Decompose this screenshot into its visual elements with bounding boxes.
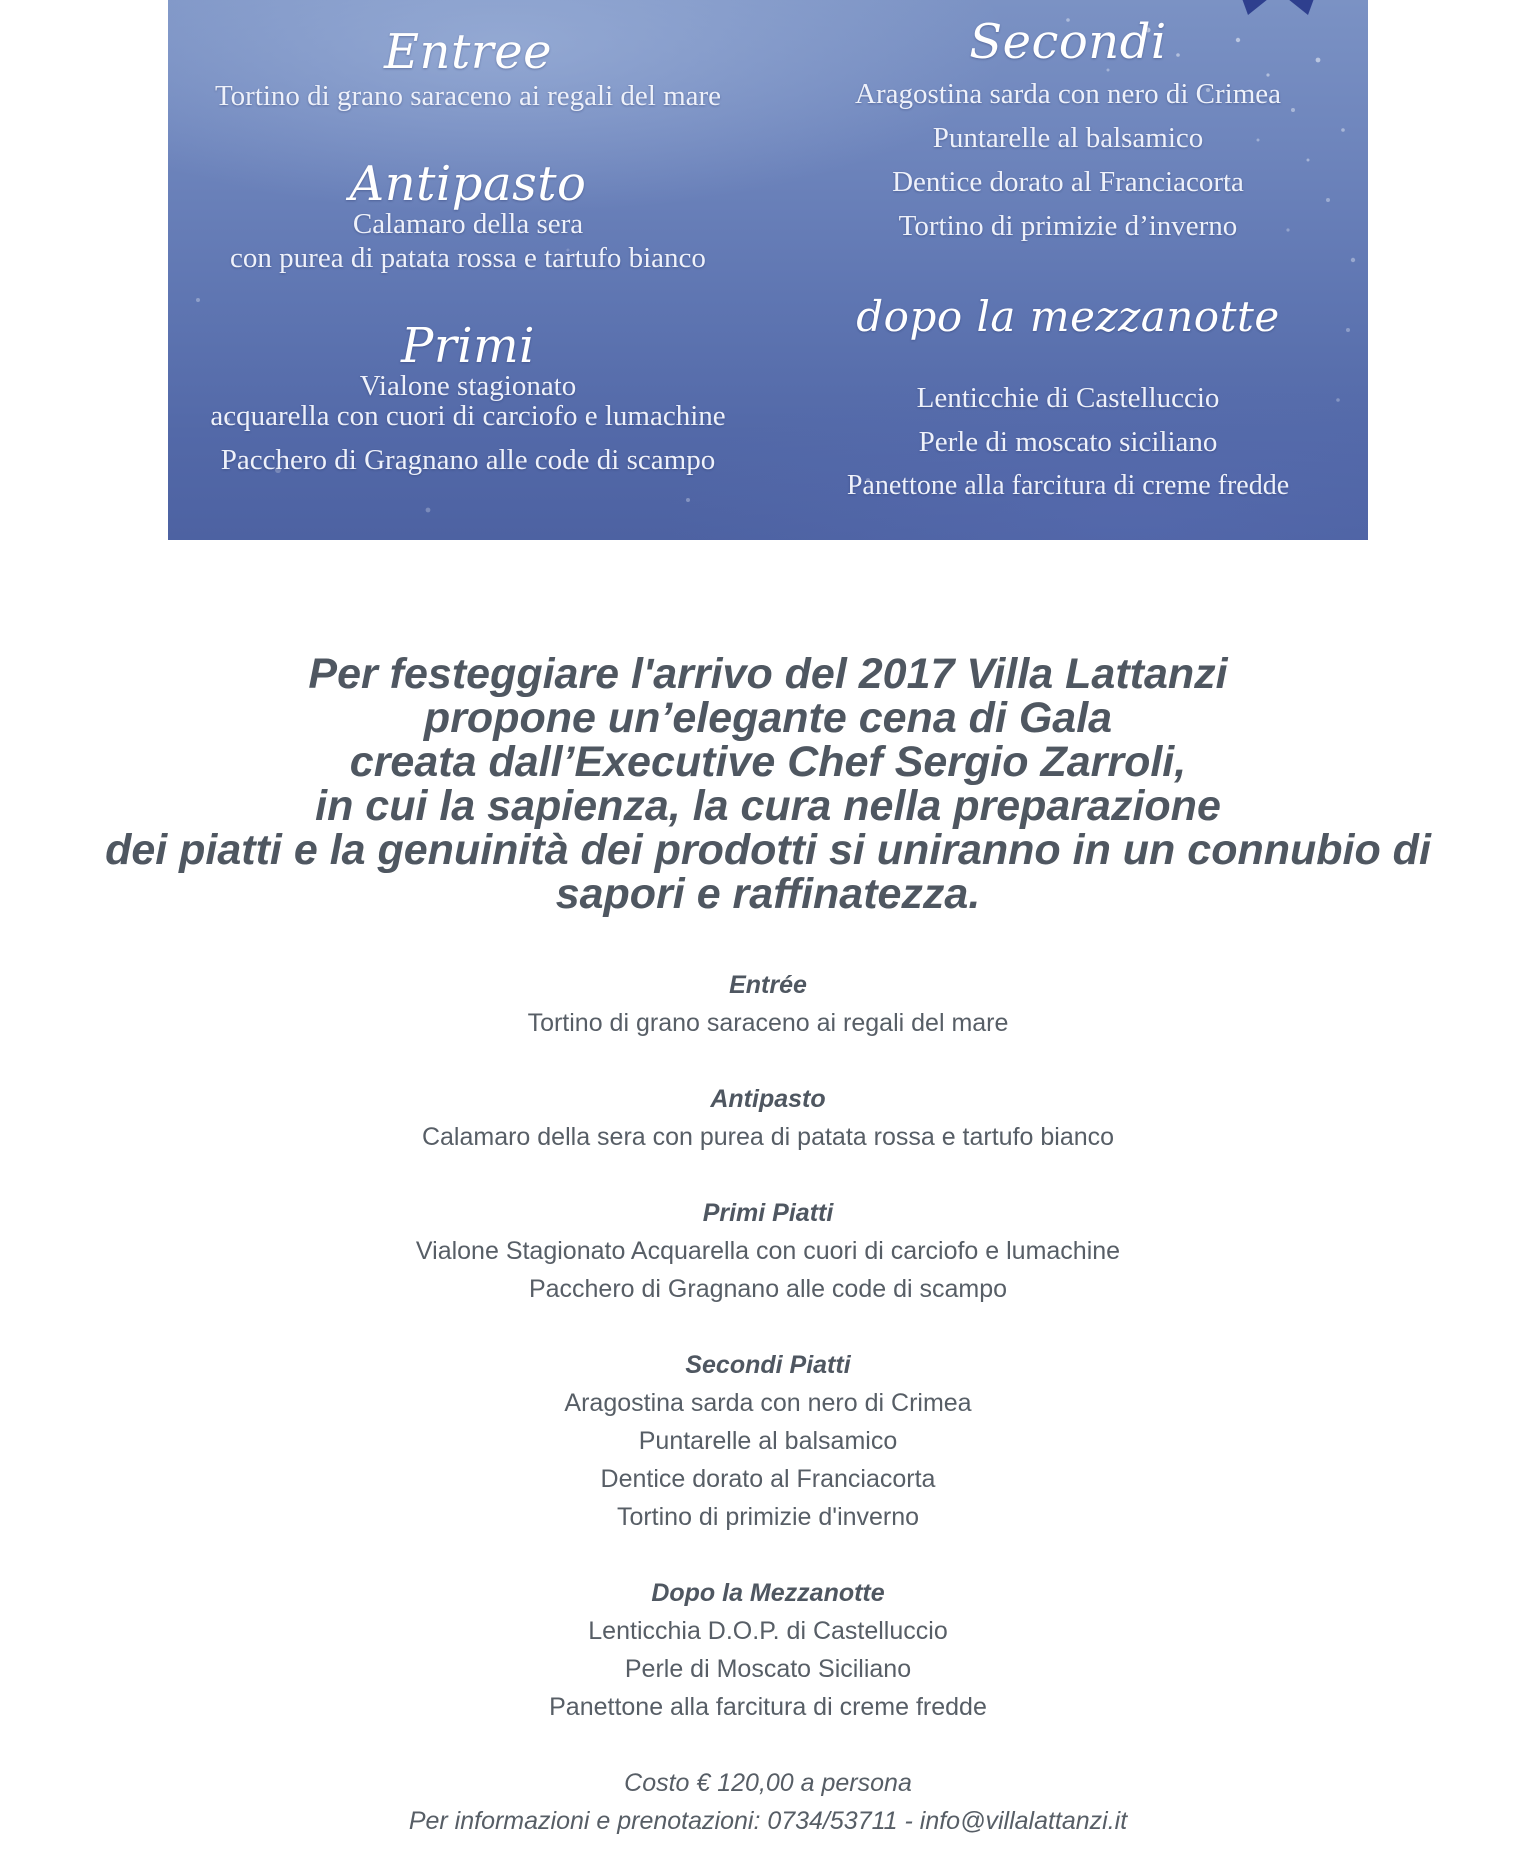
menu-item: Aragostina sarda con nero di Crimea: [564, 1389, 972, 1417]
menu-item: Panettone alla farcitura di creme fredde: [549, 1693, 987, 1721]
banner-dish: Vialone stagionato: [359, 370, 577, 402]
menu-item: Tortino di grano saraceno ai regali del mare: [527, 1009, 1009, 1037]
intro-line: dei piatti e la genuinità dei prodotti si uniranno in un connubio di: [105, 826, 1431, 874]
intro-line: creata dall’Executive Chef Sergio Zarroli,: [349, 738, 1187, 786]
menu-section-title: Entrée: [729, 971, 807, 999]
menu-section-secondi-piatti: [0, 1346, 1536, 1536]
banner-dish: Lenticchie di Castelluccio: [916, 382, 1220, 414]
menu-footer: [0, 1764, 1536, 1840]
menu-section-entree: [0, 966, 1536, 1042]
banner-title-secondi: Secondi: [969, 14, 1167, 70]
menu-item: Lenticchia D.O.P. di Castelluccio: [588, 1617, 948, 1645]
banner-dish: con purea di patata rossa e tartufo bianco: [230, 242, 706, 274]
menu-item: Puntarelle al balsamico: [638, 1427, 898, 1455]
banner-title-entree: Entree: [384, 24, 552, 80]
menu-section-title: Secondi Piatti: [685, 1351, 851, 1379]
banner-dish: Perle di moscato siciliano: [918, 426, 1218, 458]
intro-line: Per festeggiare l'arrivo del 2017 Villa Lattanzi: [308, 650, 1228, 698]
banner-dish: Tortino di grano saraceno ai regali del mare: [214, 80, 722, 112]
menu-banner-image: [168, 0, 1368, 540]
menu-section-primi-piatti: [0, 1194, 1536, 1308]
banner-dish: Calamaro della sera: [352, 208, 584, 240]
menu-section-antipasto: [0, 1080, 1536, 1156]
gala-menu: [0, 966, 1536, 1840]
banner-dish: Puntarelle al balsamico: [932, 122, 1204, 154]
banner-dish: Tortino di primizie d’inverno: [898, 210, 1238, 242]
banner-title-antipasto: Antipasto: [349, 156, 587, 212]
contact-text: Per informazioni e prenotazioni: 0734/53711 - info@villalattanzi.it: [408, 1807, 1128, 1835]
menu-item: Perle di Moscato Siciliano: [624, 1655, 912, 1683]
menu-section-title: Dopo la Mezzanotte: [651, 1579, 885, 1607]
menu-item: Tortino di primizie d'inverno: [616, 1503, 920, 1531]
banner-dish: Pacchero di Gragnano alle code di scampo: [220, 444, 716, 476]
menu-section-dopo-la-mezzanotte: [0, 1574, 1536, 1726]
intro-line: sapori e raffinatezza.: [555, 870, 981, 918]
banner-dish: Dentice dorato al Franciacorta: [892, 166, 1244, 198]
banner-dish: Panettone alla farcitura di creme fredde: [846, 470, 1290, 501]
menu-section-title: Primi Piatti: [702, 1199, 834, 1227]
price-text: Costo € 120,00 a persona: [624, 1769, 912, 1797]
intro-line: in cui la sapienza, la cura nella preparazione: [315, 782, 1221, 830]
gala-intro-heading: [100, 652, 1436, 916]
banner-dish: acquarella con cuori di carciofo e lumachine: [210, 400, 726, 432]
menu-item: Dentice dorato al Franciacorta: [600, 1465, 936, 1493]
menu-section-title: Antipasto: [710, 1085, 826, 1113]
intro-line: propone un’elegante cena di Gala: [423, 694, 1113, 742]
menu-item: Vialone Stagionato Acquarella con cuori di carciofo e lumachine: [415, 1237, 1121, 1265]
banner-dish: Aragostina sarda con nero di Crimea: [855, 78, 1281, 110]
menu-item: Pacchero di Gragnano alle code di scampo: [528, 1275, 1008, 1303]
banner-title-primi: Primi: [401, 318, 535, 374]
banner-title-dopo-la-mezzanotte: dopo la mezzanotte: [856, 292, 1280, 341]
menu-item: Calamaro della sera con purea di patata rossa e tartufo bianco: [421, 1123, 1115, 1151]
ribbon-bow-icon: [1218, 0, 1338, 20]
